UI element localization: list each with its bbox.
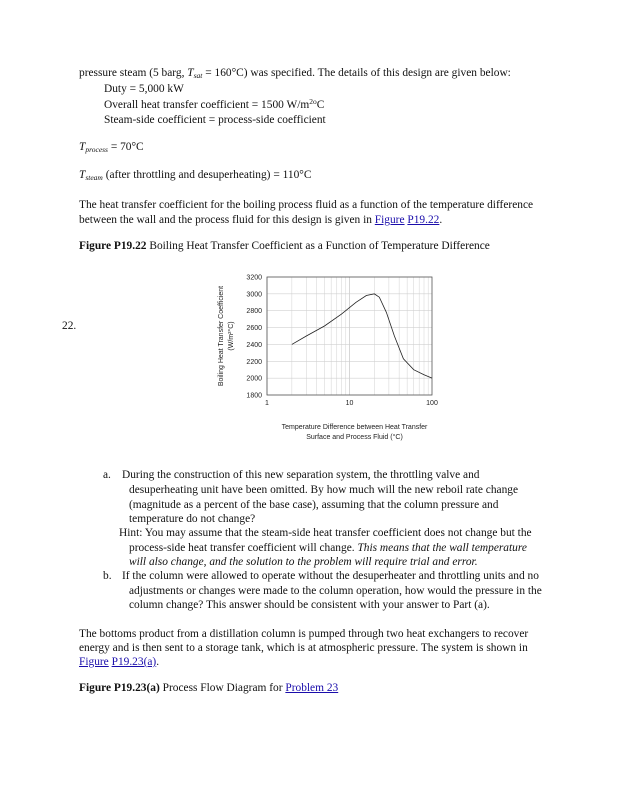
y-axis-label-line2: (W/m²°C) bbox=[228, 321, 235, 351]
y-tick-label: 2000 bbox=[246, 375, 262, 383]
hint-line2 bbox=[129, 541, 527, 556]
overall-u-superscript: 2o bbox=[309, 97, 317, 106]
part-a-line2: desuperheating unit have been omitted. By how much will the new reboil rate change bbox=[129, 484, 519, 496]
para2-line3 bbox=[79, 655, 159, 670]
figure-p19-23a-caption-text: Process Flow Diagram for bbox=[159, 682, 286, 694]
para1-text: between the wall and the process fluid for this design is given in bbox=[79, 214, 375, 226]
part-b-line3: column change? This answer should be consistent with your answer to Part (a). bbox=[129, 599, 490, 611]
part-b-line2: adjustments or changes were made to the column operation, how would the pressure in the bbox=[129, 585, 542, 597]
figure-p19-22-caption bbox=[79, 239, 490, 254]
y-tick-label: 2200 bbox=[246, 358, 262, 366]
y-tick-label: 3200 bbox=[246, 274, 262, 282]
y-tick-label: 3000 bbox=[246, 291, 262, 299]
intro-line bbox=[79, 66, 511, 81]
intro-t-subscript: sat bbox=[193, 71, 203, 80]
y-tick-label: 1800 bbox=[246, 392, 262, 400]
problem-number: 22. bbox=[62, 320, 77, 332]
t-steam-symbol: T bbox=[79, 169, 86, 181]
part-b-marker: b. bbox=[103, 570, 112, 582]
hint-line3: will also change, and the solution to the problem will require trial and error. bbox=[129, 556, 478, 568]
para2-line2: energy and is then sent to a storage tank, which is at atmospheric pressure. The system is shown in bbox=[79, 642, 528, 654]
boiling-htc-chart bbox=[210, 268, 460, 448]
figure-p19-23a-caption bbox=[79, 681, 338, 696]
overall-u-text: Overall heat transfer coefficient = 1500 W/m bbox=[104, 99, 310, 111]
y-tick-labels bbox=[246, 275, 262, 400]
t-process-line bbox=[79, 140, 144, 155]
t-process-value: = 70°C bbox=[107, 141, 144, 153]
para2-period: . bbox=[156, 656, 160, 668]
overall-u-line bbox=[104, 98, 324, 113]
x-tick-label: 100 bbox=[426, 400, 438, 407]
chart-grid bbox=[267, 277, 432, 395]
y-tick-label: 2600 bbox=[246, 325, 262, 333]
y-tick-label: 2800 bbox=[246, 308, 262, 316]
figure-p19-23a-label: Figure P19.23(a) bbox=[79, 682, 160, 694]
t-steam-line bbox=[79, 168, 311, 183]
y-tick-label: 2400 bbox=[246, 341, 262, 349]
part-a-line3: (magnitude as a percent of the base case), assuming that the column pressure and bbox=[129, 499, 499, 511]
x-tick-label: 10 bbox=[345, 400, 354, 407]
t-steam-subscript: steam bbox=[85, 173, 103, 182]
part-a-line4: temperature do not change? bbox=[129, 513, 256, 525]
para1-line1: The heat transfer coefficient for the boiling process fluid as a function of the temperature difference bbox=[79, 199, 534, 211]
x-axis-label-line2: Surface and Process Fluid (°C) bbox=[306, 434, 403, 441]
part-b-line1: If the column were allowed to operate without the desuperheater and throttling units and no bbox=[122, 570, 539, 582]
overall-u-unit: C bbox=[316, 99, 325, 111]
htc-series-line bbox=[292, 294, 432, 378]
x-tick-labels bbox=[265, 400, 438, 407]
problem-23-link[interactable]: Problem 23 bbox=[285, 682, 339, 694]
hint-line2-text: process-side heat transfer coefficient will change. bbox=[129, 542, 358, 554]
t-process-subscript: process bbox=[85, 145, 108, 154]
figure-link-2[interactable]: Figure bbox=[79, 656, 109, 668]
figure-link[interactable]: Figure bbox=[374, 214, 405, 226]
t-process-symbol: T bbox=[79, 141, 86, 153]
y-axis-label-line1: Boiling Heat Transfer Coefficient bbox=[218, 285, 225, 387]
part-a-marker: a. bbox=[103, 469, 111, 481]
figure-p19-22-label: Figure P19.22 bbox=[79, 240, 147, 252]
hint-line1: Hint: You may assume that the steam-side heat transfer coefficient does not change but the bbox=[119, 527, 532, 539]
intro-text-a: pressure steam (5 barg, bbox=[79, 67, 188, 79]
para1-period: . bbox=[439, 214, 443, 226]
hint-line2-italic: This means that the wall temperature bbox=[357, 542, 527, 554]
x-axis-label-line1: Temperature Difference between Heat Transfer bbox=[281, 424, 428, 431]
para2-line1: The bottoms product from a distillation column is pumped through two heat exchangers to recover bbox=[79, 628, 529, 640]
steam-side-line: Steam-side coefficient = process-side coefficient bbox=[104, 114, 326, 126]
figure-p19-22-link[interactable]: P19.22 bbox=[407, 214, 440, 226]
duty-line: Duty = 5,000 kW bbox=[104, 83, 184, 95]
part-a-line1: During the construction of this new separation system, the throttling valve and bbox=[122, 469, 480, 481]
x-tick-label: 1 bbox=[265, 400, 269, 407]
para1-line2 bbox=[79, 213, 442, 228]
intro-t-symbol: T bbox=[187, 67, 194, 79]
figure-p19-23a-link[interactable]: P19.23(a) bbox=[111, 656, 157, 668]
t-steam-value: (after throttling and desuperheating) = 110°C bbox=[102, 169, 312, 181]
figure-p19-22-caption-text: Boiling Heat Transfer Coefficient as a Function of Temperature Difference bbox=[146, 240, 490, 252]
intro-text-b: = 160°C) was specified. The details of this design are given below: bbox=[202, 67, 511, 79]
